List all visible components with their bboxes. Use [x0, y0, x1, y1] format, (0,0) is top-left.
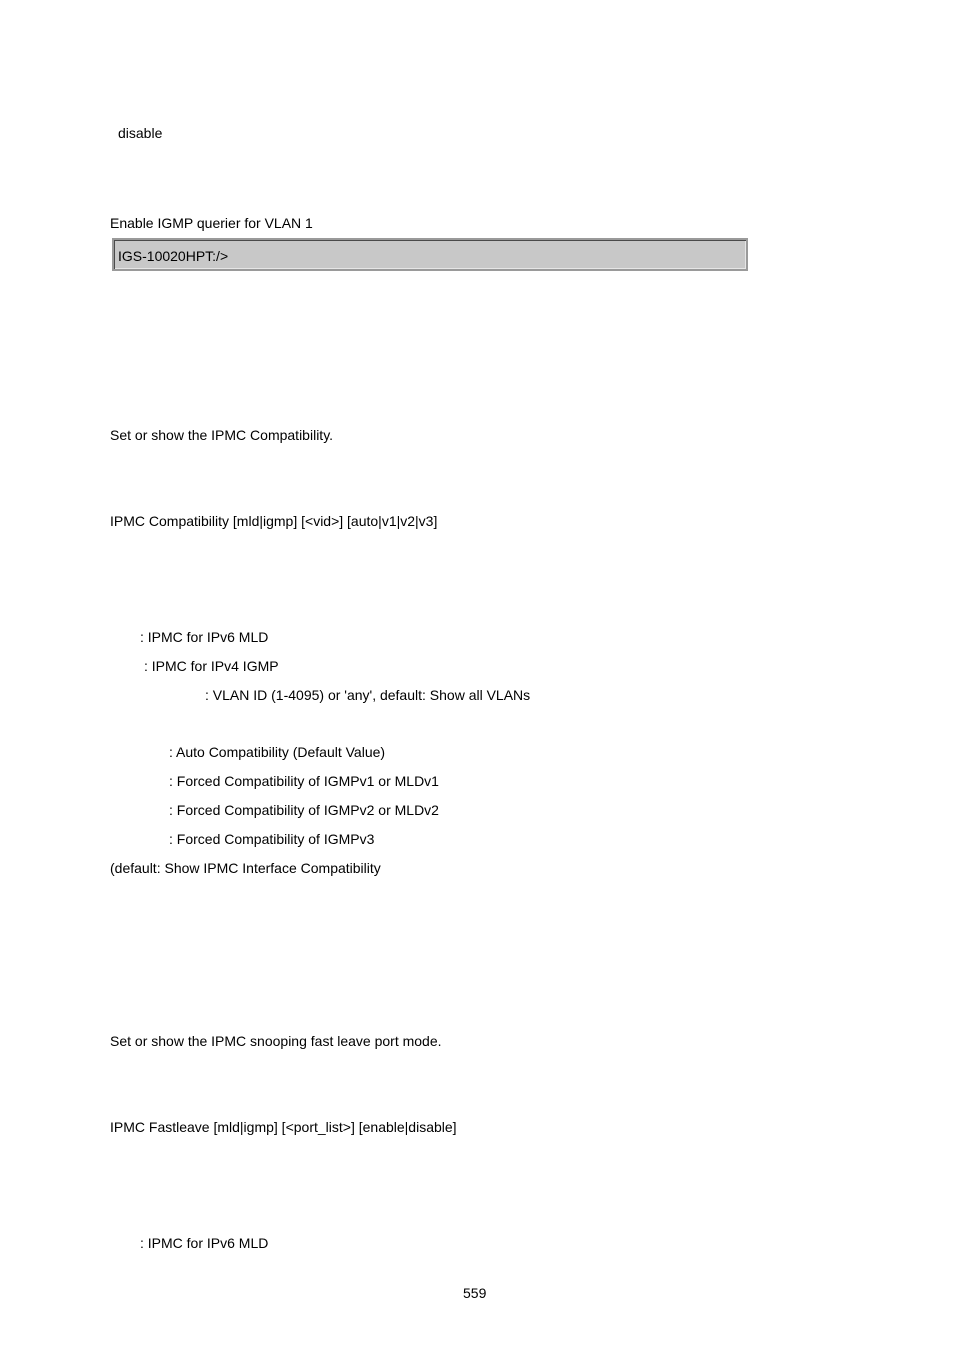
param-igmp-description: : IPMC for IPv4 IGMP	[144, 658, 279, 674]
param-value-disable: disable	[118, 125, 163, 141]
compatibility-syntax: IPMC Compatibility [mld|igmp] [<vid>] [auto|v1|v2|v3]	[110, 513, 438, 529]
cli-prompt: IGS-10020HPT:/>	[118, 248, 229, 264]
param-auto-description: : Auto Compatibility (Default Value)	[169, 744, 386, 760]
compatibility-description: Set or show the IPMC Compatibility.	[110, 427, 334, 443]
param-mld-description: : IPMC for IPv6 MLD	[140, 629, 269, 645]
fastleave-syntax: IPMC Fastleave [mld|igmp] [<port_list>] [enable|disable]	[110, 1119, 457, 1135]
compatibility-default-note: (default: Show IPMC Interface Compatibility	[110, 860, 381, 876]
page-number: 559	[463, 1285, 487, 1301]
param-vid-description: : VLAN ID (1-4095) or 'any', default: Show all VLANs	[205, 687, 531, 703]
fastleave-description: Set or show the IPMC snooping fast leave port mode.	[110, 1033, 442, 1049]
param-v2-description: : Forced Compatibility of IGMPv2 or MLDv2	[169, 802, 439, 818]
param-v1-description: : Forced Compatibility of IGMPv1 or MLDv1	[169, 773, 439, 789]
cli-example-box	[112, 238, 748, 271]
fastleave-param-mld-description: : IPMC for IPv6 MLD	[140, 1235, 269, 1251]
param-v3-description: : Forced Compatibility of IGMPv3	[169, 831, 375, 847]
example-caption: Enable IGMP querier for VLAN 1	[110, 215, 313, 231]
